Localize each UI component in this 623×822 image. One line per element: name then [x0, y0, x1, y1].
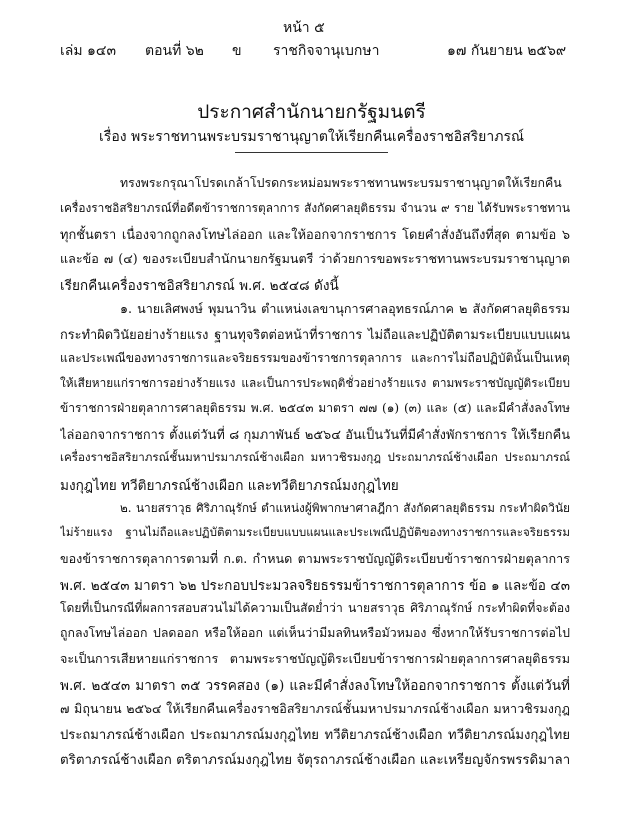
body-line: ไล่ออกจากราชการ ตั้งแต่วันที่ ๘ กุมภาพันธ์ ๒๕๖๔ อันเป็นวันที่มีคำสั่งพักราชการ ให้เรียกคืน — [60, 428, 570, 443]
body-line: มงกุฎไทย ทวีติยาภรณ์ช้างเผือก และทวีติยาภรณ์มงกุฎไทย — [60, 478, 399, 494]
body-line: จะเป็นการเสียหายแก่ราชการ ตามพระราชบัญญัติระเบียบข้าราชการฝ่ายตุลาการศาลยุติธรรม — [60, 651, 570, 666]
body-line: ตริตาภรณ์ช้างเผือก ตริตาภรณ์มงกุฎไทย จัตุรถาภรณ์ช้างเผือก และเหรียญจักรพรรดิมาลา — [60, 753, 570, 768]
subject-underline — [235, 152, 388, 153]
body-line: เครื่องราชอิสริยาภรณ์ที่อดีตข้าราชการตุลาการ สังกัดศาลยุติธรรม จำนวน ๙ ราย ได้รับพระราชทาน — [60, 201, 570, 215]
page-number: หน้า ๕ — [283, 20, 325, 36]
part-letter: ข — [232, 43, 242, 59]
body-line: พ.ศ. ๒๕๔๓ มาตรา ๓๕ วรรคสอง (๑) และมีคำสั่งลงโทษให้ออกจากราชการ ตั้งแต่วันที่ — [60, 678, 570, 694]
body-line: โดยที่เป็นกรณีที่ผลการสอบสวนไม่ได้ความเป็นสัดย่ำว่า นายสราวุธ ศิริภาณุรักษ์ กระทำผิดที่จะต้อง — [60, 601, 570, 615]
body-line: ของข้าราชการตุลาการตามที่ ก.ต. กำหนด ตามพระราชบัญญัติระเบียบข้าราชการฝ่ายตุลาการ — [60, 551, 570, 566]
body-line: พ.ศ. ๒๕๔๓ มาตรา ๖๒ ประกอบประมวลจริยธรรมข้าราชการตุลาการ ข้อ ๑ และข้อ ๔๓ — [60, 578, 570, 594]
body-line: กระทำผิดวินัยอย่างร้ายแรง ฐานทุจริตต่อหน้าที่ราชการ ไม่ถือและปฏิบัติตามระเบียบแบบแผน — [60, 328, 570, 343]
gazette-date: ๑๗ กันยายน ๒๕๖๙ — [447, 43, 567, 59]
document-title: ประกาศสำนักนายกรัฐมนตรี — [197, 101, 426, 123]
body-line: เครื่องราชอิสริยาภรณ์ชั้นมหาปรมาภรณ์ช้างเผือก มหาวชิรมงกุฎ ประถมาภรณ์ช้างเผือก ประถมาภรณ์ — [60, 450, 570, 464]
body-line: ไม่ร้ายแรง ฐานไม่ถือและปฏิบัติตามระเบียบแบบแผนและประเพณีปฏิบัติของทางราชการและจริยธรรม — [60, 525, 570, 539]
body-line: ประถมาภรณ์ช้างเผือก ประถมาภรณ์มงกุฎไทย ทวีติยาภรณ์ช้างเผือก ทวีติยาภรณ์มงกุฎไทย — [60, 728, 570, 743]
body-line: ๑. นายเลิศพงษ์ พุมนาวิน ตำแหน่งเลขานุการศาลอุทธรณ์ภาค ๒ สังกัดศาลยุติธรรม — [120, 301, 570, 316]
body-line: เรียกคืนเครื่องราชอิสริยาภรณ์ พ.ศ. ๒๕๔๘ ดังนี้ — [60, 278, 339, 294]
body-line: ๗ มิถุนายน ๒๕๖๔ ให้เรียกคืนเครื่องราชอิสริยาภรณ์ชั้นมหาปรมาภรณ์ช้างเผือก มหาวชิรมงกุฎ — [60, 701, 570, 716]
body-line: ทรงพระกรุณาโปรดเกล้าโปรดกระหม่อมพระราชทานพระบรมราชานุญาตให้เรียกคืน — [120, 176, 562, 190]
gazette-name: ราชกิจจานุเบกษา — [273, 43, 380, 59]
section-number: ตอนที่ ๖๒ — [145, 43, 204, 59]
body-line: ให้เสียหายแก่ราชการอย่างร้ายแรง และเป็นการประพฤติชั่วอย่างร้ายแรง ตามพระราชบัญญัติระเบียบ — [60, 376, 570, 390]
body-line: และประเพณีของทางราชการและจริยธรรมของข้าราชการตุลาการ และการไม่ถือปฏิบัตินั้นเป็นเหตุ — [60, 351, 570, 365]
body-line: ทุกชั้นตรา เนื่องจากถูกลงโทษไล่ออก และให้ออกจากราชการ โดยคำสั่งอันถึงที่สุด ตามข้อ ๖ — [60, 228, 570, 243]
body-line: ถูกลงโทษไล่ออก ปลดออก หรือให้ออก แต่เห็นว่ามีมลทินหรือมัวหมอง ซึ่งหากให้รับราชการต่อไป — [60, 626, 570, 640]
volume-number: เล่ม ๑๔๓ — [60, 43, 117, 59]
body-line: ๒. นายสราวุธ ศิริภาณุรักษ์ ตำแหน่งผู้พิพากษาศาลฎีกา สังกัดศาลยุติธรรม กระทำผิดวินัย — [120, 501, 570, 515]
body-line: ข้าราชการฝ่ายตุลาการศาลยุติธรรม พ.ศ. ๒๕๔๓ มาตรา ๗๗ (๑) (๓) และ (๕) และมีคำสั่งลงโทษ — [60, 401, 570, 415]
body-line: และข้อ ๗ (๔) ของระเบียบสำนักนายกรัฐมนตรี ว่าด้วยการขอพระราชทานพระบรมราชานุญาต — [60, 251, 570, 266]
document-subject: เรื่อง พระราชทานพระบรมราชานุญาตให้เรียกคืนเครื่องราชอิสริยาภรณ์ — [99, 129, 524, 145]
